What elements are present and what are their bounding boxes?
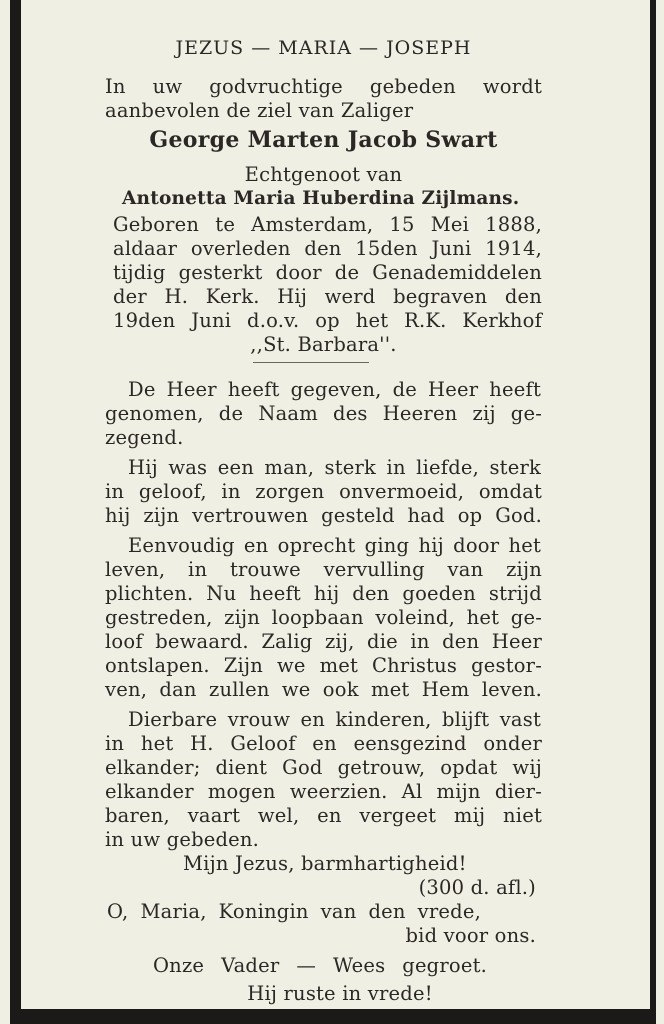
prayer-jesus: Mijn Jezus, barmhartigheid! — [183, 852, 467, 875]
biography-line: aldaar overleden den 15den Juni 1914, — [113, 237, 542, 260]
prayer-maria-cont: bid voor ons. — [405, 924, 536, 947]
biography-line: Geboren te Amsterdam, 15 Mei 1888, — [113, 213, 542, 236]
paragraph-line: in uw gebeden. — [105, 828, 260, 851]
paragraph-line: ven, dan zullen we ook met Hem leven. — [105, 678, 542, 701]
paragraph-line: baren, vaart wel, en vergeet mij niet — [105, 804, 542, 827]
paragraph-line: hij zijn vertrouwen gesteld had op God. — [105, 504, 542, 527]
intro-line: aanbevolen de ziel van Zaliger — [105, 99, 414, 122]
card-header: JEZUS — MARIA — JOSEPH — [175, 37, 472, 59]
biography-line: ,,St. Barbara''. — [250, 333, 397, 356]
paragraph-line: elkander; dient God getrouw, opdat wij — [105, 756, 542, 779]
paragraph-line: De Heer heeft gegeven, de Heer heeft — [128, 378, 541, 401]
paragraph-line: Hij was een man, sterk in liefde, sterk — [128, 456, 541, 479]
divider-rule — [253, 362, 369, 363]
biography-line: der H. Kerk. Hij werd begraven den — [113, 285, 542, 308]
paragraph-line: in geloof, in zorgen onvermoeid, omdat — [105, 480, 542, 503]
closing-prayers: Onze Vader — Wees gegroet. — [153, 954, 487, 977]
paragraph-line: leven, in trouwe vervulling van zijn — [105, 558, 542, 581]
biography-line: 19den Juni d.o.v. op het R.K. Kerkhof — [113, 309, 542, 332]
paragraph-line: loof bewaard. Zalig zij, die in den Heer — [105, 630, 542, 653]
prayer-maria: O, Maria, Koningin van den vrede, — [107, 900, 481, 923]
indulgence-note: (300 d. afl.) — [418, 876, 536, 899]
rest-in-peace: Hij ruste in vrede! — [247, 982, 433, 1005]
paragraph-line: in het H. Geloof en eensgezind onder — [105, 732, 542, 755]
paragraph-line: plichten. Nu heeft hij den goeden strijd — [105, 582, 542, 605]
paragraph-line: Dierbare vrouw en kinderen, blijft vast — [128, 708, 541, 731]
paragraph-line: Eenvoudig en oprecht ging hij door het — [128, 534, 541, 557]
paragraph-line: ontslapen. Zijn we met Christus gestor- — [105, 654, 542, 677]
biography-line: tijdig gesterkt door de Genademiddelen — [113, 261, 542, 284]
paragraph-line: gestreden, zijn loopbaan voleind, het ge- — [105, 606, 542, 629]
paragraph-line: zegend. — [105, 426, 184, 449]
intro-line: In uw godvruchtige gebeden wordt — [105, 75, 542, 98]
paragraph-line: elkander mogen weerzien. Al mijn dier- — [105, 780, 542, 803]
spouse-label: Echtgenoot van — [244, 163, 403, 186]
deceased-name: George Marten Jacob Swart — [149, 127, 498, 153]
spouse-name: Antonetta Maria Huberdina Zijlmans. — [122, 188, 520, 209]
paragraph-line: genomen, de Naam des Heeren zij ge- — [105, 402, 542, 425]
